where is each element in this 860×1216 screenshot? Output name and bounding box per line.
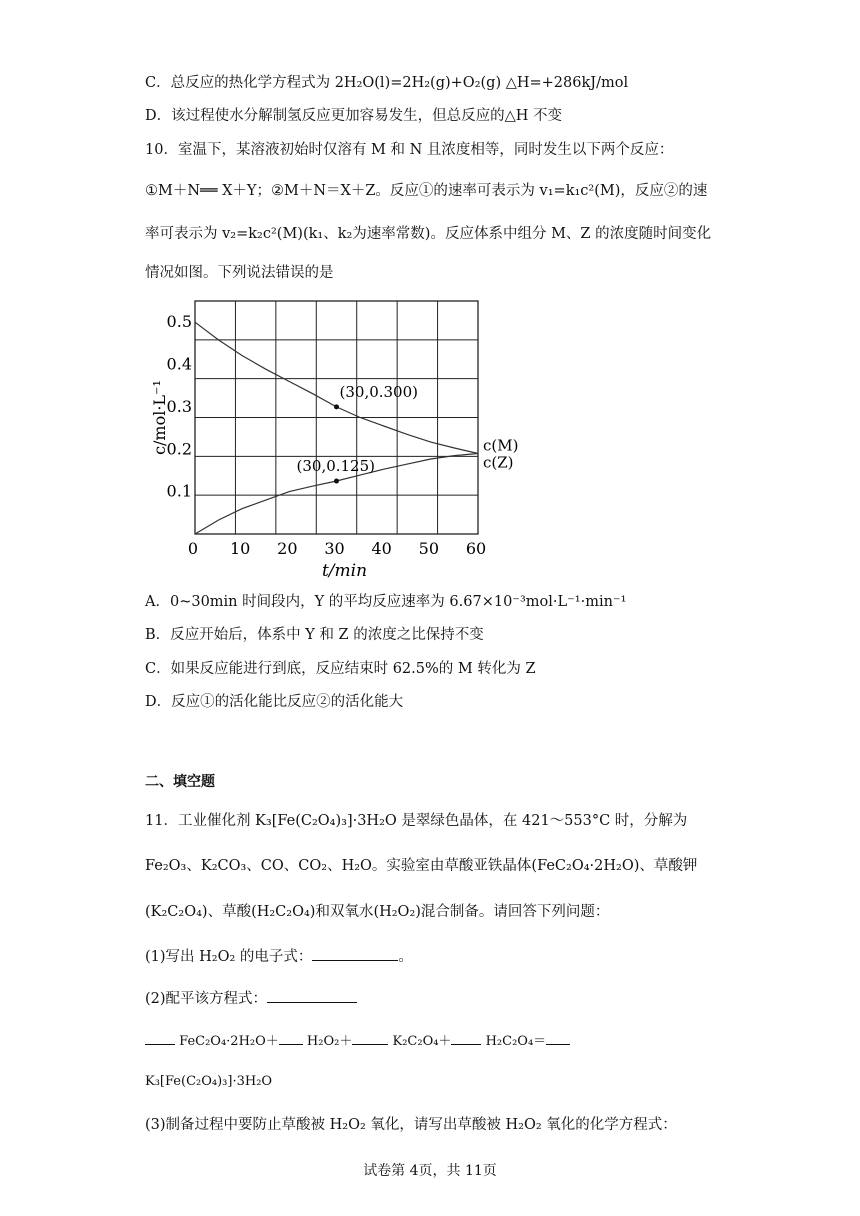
y-tick-label: 0.5 (166, 312, 192, 332)
x-tick-label: 30 (324, 539, 345, 558)
option-b: B．反应开始后，体系中 Y 和 Z 的浓度之比保持不变 (145, 627, 484, 643)
data-point (334, 479, 339, 484)
coefficient-blank[interactable] (145, 1030, 175, 1045)
chart-grid (195, 301, 478, 534)
y-tick-label: 0.4 (166, 354, 192, 374)
part2-text: (2)配平该方程式： (145, 991, 268, 1007)
option-a: A．0~30min 时间段内，Y 的平均反应速率为 6.67×10⁻³mol·L⁻¹·min⁻¹ (145, 594, 627, 610)
x-tick-label: 50 (418, 539, 440, 558)
series-label: c(M) (483, 436, 519, 455)
answer-blank[interactable] (267, 988, 357, 1003)
chart-labels (150, 312, 518, 581)
y-tick-label: 0.1 (166, 481, 192, 501)
x-tick-label: 10 (229, 539, 251, 558)
series-label: c(Z) (483, 453, 514, 472)
page-footer: 试卷第 4页，共 11页 (363, 1163, 497, 1179)
question-11-stem: 11．工业催化剂 K₃[Fe(C₂O₄)₃]·3H₂O 是翠绿色晶体，在 421～553°C 时，分解为 (145, 813, 688, 829)
question-11-products: Fe₂O₃、K₂CO₃、CO、CO₂、H₂O。实验室由草酸亚铁晶体(FeC₂O₄·2H₂O)、草酸钾 (145, 858, 698, 874)
question-11-part3: (3)制备过程中要防止草酸被 H₂O₂ 氧化，请写出草酸被 H₂O₂ 氧化的化学方程式： (145, 1117, 677, 1133)
x-tick-label: 40 (371, 539, 392, 558)
section-heading: 二、填空题 (145, 774, 215, 790)
series-line-cm (195, 322, 478, 453)
option-c-line: C．总反应的热化学方程式为 2H₂O(l)=2H₂(g)+O₂(g) △H=+286kJ/mol (145, 75, 629, 91)
coefficient-blank[interactable] (279, 1030, 303, 1045)
question-10-rate2: 率可表示为 v₂=k₂c²(M)(k₁、k₂为速率常数)。反应体系中组分 M、Z 的浓度随时间变化 (145, 226, 712, 242)
y-tick-label: 0.2 (166, 439, 192, 459)
chart-curves (195, 322, 478, 534)
option-d-line: D．该过程使水分解制氢反应更加容易发生，但总反应的△H 不变 (145, 108, 563, 124)
question-10-reactions: ①M＋N══ X＋Y；②M＋N＝X＋Z。反应①的速率可表示为 v₁=k₁c²(M)，反应②的速 (145, 183, 708, 199)
question-10-stem: 10．室温下，某溶液初始时仅溶有 M 和 N 且浓度相等，同时发生以下两个反应： (145, 142, 674, 158)
x-axis-label: t/min (321, 561, 368, 581)
equation-term: FeC₂O₄·2H₂O＋ (179, 1034, 279, 1049)
option-d: D．反应①的活化能比反应②的活化能大 (145, 694, 404, 710)
balance-equation (145, 1030, 570, 1052)
equation-term: H₂O₂＋ (306, 1034, 353, 1049)
point-label: (30,0.125) (296, 457, 376, 476)
answer-blank[interactable] (312, 946, 398, 961)
y-axis-label: c/mol·L⁻¹ (150, 380, 169, 455)
coefficient-blank[interactable] (352, 1030, 388, 1045)
x-tick-label: 60 (465, 539, 487, 558)
question-11-part1 (145, 946, 413, 967)
equation-term: K₂C₂O₄＋ (392, 1034, 452, 1049)
question-11-part2 (145, 988, 357, 1009)
coefficient-blank[interactable] (546, 1030, 570, 1045)
equation-term: H₂C₂O₄＝ (485, 1034, 547, 1049)
part1-text: (1)写出 H₂O₂ 的电子式： (145, 949, 313, 965)
option-c: C．如果反应能进行到底，反应结束时 62.5%的 M 转化为 Z (145, 661, 536, 677)
question-10-figure-intro: 情况如图。下列说法错误的是 (145, 265, 334, 281)
x-tick-label: 0 (187, 539, 199, 558)
part1-end: 。 (398, 949, 413, 965)
y-tick-label: 0.3 (166, 396, 192, 416)
point-label: (30,0.300) (339, 382, 419, 401)
x-tick-label: 20 (277, 539, 298, 558)
concentration-chart (145, 292, 519, 582)
question-11-reagents: (K₂C₂O₄)、草酸(H₂C₂O₄)和双氧水(H₂O₂)混合制备。请回答下列问题： (145, 904, 610, 920)
coefficient-blank[interactable] (451, 1030, 481, 1045)
data-point (334, 404, 339, 409)
equation-product: K₃[Fe(C₂O₄)₃]·3H₂O (145, 1074, 273, 1089)
